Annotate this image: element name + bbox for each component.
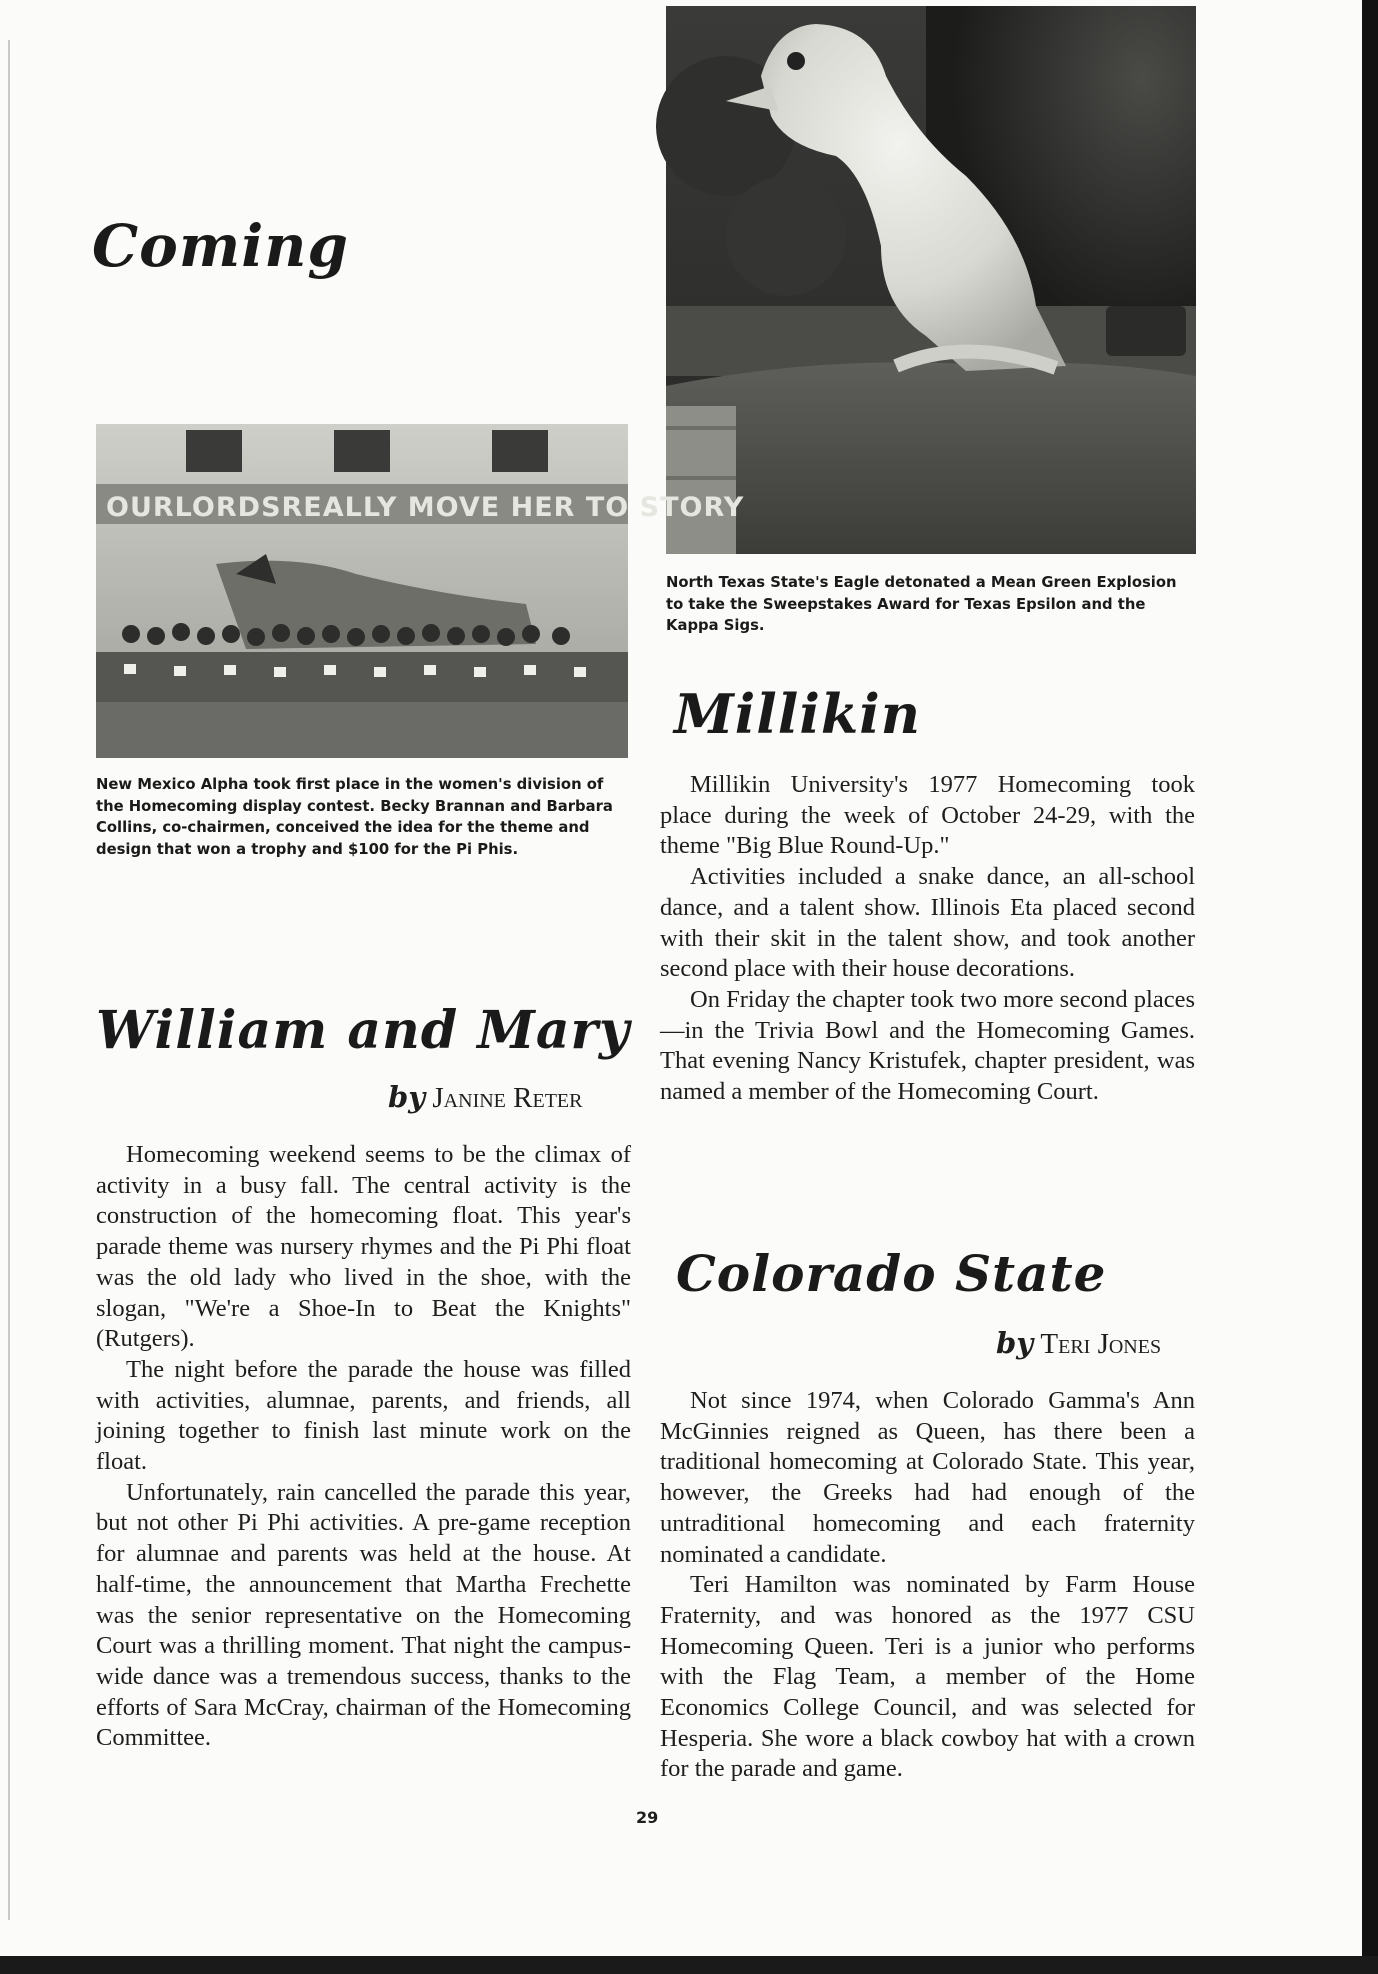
- new-mexico-display-image: [96, 424, 745, 758]
- heading-william-and-mary: William and Mary: [96, 1000, 631, 1061]
- heading-coming: Coming: [92, 212, 349, 280]
- eagle-photo-caption: North Texas State's Eagle detonated a Mean Green Explosion to take the Sweepstakes Award for Texas Epsilon and the Kappa Sigs.: [666, 574, 1177, 634]
- page-bottom-edge: [0, 1956, 1378, 1974]
- william-and-mary-article: [96, 1140, 631, 1754]
- new-mexico-display-photo: [96, 424, 745, 758]
- millikin-paragraph: Millikin University's 1977 Homecoming took place during the week of October 24-29, with the theme "Big Blue Round-Up.": [660, 771, 1195, 860]
- william-and-mary-paragraph: The night before the parade the house was filled with activities, alumnae, parents, and friends, all joining together to finish last minute work on the float.: [96, 1355, 631, 1476]
- william-and-mary-paragraph: Unfortunately, rain cancelled the parade this year, but not other Pi Phi activities. A pre-game reception for alumnae and parents was held at the house. At half-time, the announcement that Martha Frechette was the senior representative on the Homecoming Court was a thrilling moment. That night the campus-wide dance was a tremendous success, thanks to the efforts of Sara McCray, chairman of the Homecoming Committee.: [96, 1478, 631, 1752]
- svg-text:OURLORDSREALLY MOVE HER TO STO: OURLORDSREALLY MOVE HER TO STORY: [106, 492, 745, 523]
- byline-author: Janine Reter: [432, 1082, 583, 1114]
- page-left-edge: [8, 40, 10, 1920]
- colorado-state-paragraph: Teri Hamilton was nominated by Farm House Fraternity, and was honored as the 1977 CSU Homecoming Queen. Teri is a junior who performs with the Flag Team, a member of the Home Economics College Council, and was selected for Hesperia. She wore a black cowboy hat with a crown for the parade and game.: [660, 1571, 1195, 1783]
- millikin-article: [660, 770, 1195, 1108]
- william-and-mary-paragraph: Homecoming weekend seems to be the climax of activity in a busy fall. The central activity is the construction of the homecoming float. This year's parade theme was nursery rhymes and the Pi Phi float was the old lady who lived in the shoe, with the slogan, "We're a Shoe-In to Beat the Knights" (Rutgers).: [96, 1141, 631, 1353]
- millikin-paragraph: Activities included a snake dance, an all-school dance, and a talent show. Illinois Eta placed second with their skit in the talent show, and took another second place with their house decorations.: [660, 863, 1195, 983]
- colorado-state-paragraph: Not since 1974, when Colorado Gamma's Ann McGinnies reigned as Queen, has there been a traditional homecoming at Colorado State. This year, however, the Greeks had had enough of the untraditional homecoming and each fraternity nominated a candidate.: [660, 1387, 1195, 1568]
- colorado-state-article: [660, 1386, 1195, 1785]
- eagle-float-photo: [666, 6, 1196, 554]
- millikin-paragraph: On Friday the chapter took two more second places—in the Trivia Bowl and the Homecoming Games. That evening Nancy Kristufek, chapter president, was named a member of the Homecoming Court.: [660, 985, 1195, 1106]
- page-number: 29: [636, 1808, 659, 1827]
- byline-by: by: [388, 1080, 426, 1114]
- heading-colorado-state: Colorado State: [676, 1244, 1107, 1303]
- heading-millikin: Millikin: [674, 682, 922, 746]
- colorado-state-byline: [996, 1326, 1161, 1361]
- william-and-mary-byline: [388, 1080, 582, 1115]
- byline-author: Teri Jones: [1040, 1328, 1162, 1360]
- new-mexico-photo-caption: New Mexico Alpha took first place in the women's division of the Homecoming display contest. Becky Brannan and Barbara Collins, co-chairmen, conceived the idea for the theme and design that won a trophy and $100 for the Pi Phis.: [96, 776, 613, 858]
- eagle-float-image: [666, 6, 1196, 554]
- byline-by: by: [996, 1326, 1034, 1360]
- page-right-edge: [1362, 0, 1378, 1974]
